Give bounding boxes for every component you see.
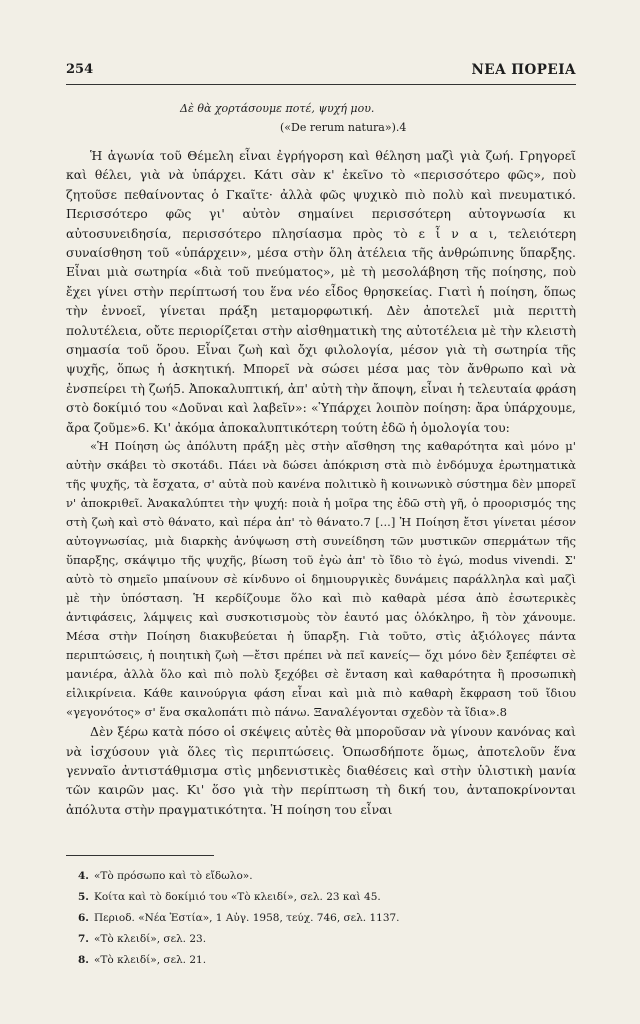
footnote-number: 5. bbox=[78, 891, 89, 903]
page-header bbox=[66, 62, 576, 84]
footnote-text: Κοίτα καὶ τὸ δοκίμιό του «Τὸ κλειδί», σελ. 23 καὶ 45. bbox=[94, 891, 381, 903]
footnotes bbox=[78, 866, 576, 971]
footnote-number: 4. bbox=[78, 870, 89, 882]
footnote-text: «Τὸ κλειδί», σελ. 21. bbox=[94, 954, 207, 966]
footnote-number: 7. bbox=[78, 933, 89, 945]
footnote-rule bbox=[66, 855, 214, 856]
footnote bbox=[78, 866, 576, 887]
page-number: 254 bbox=[66, 62, 94, 77]
epigraph-source: («De rerum natura»).4 bbox=[280, 121, 407, 134]
running-title: ΝΕΑ ΠΟΡΕΙΑ bbox=[471, 62, 576, 78]
paragraph: Ἡ ἀγωνία τοῦ Θέμελη εἶναι ἐγρήγορση καὶ θέληση μαζὶ γιὰ ζωή. Γρηγορεῖ καὶ θέλει, γιὰ νὰ ὑπάρχει. Κάτι σὰν κ' ἐκεῖνο τὸ «περισσότερο φῶς», ποὺ ζητοῦσε πεθαίνοντας ὁ Γκαῖτε· ἀλλὰ φῶς ψυχικὸ πιὸ πολὺ καὶ πνευματικό. Περισσότερο φῶς γι' αὐτὸν σημαίνει περισσότερη αὐτογνωσία κι αὐτοσυνειδησία, περισσότερο πλησίασμα πρὸς τὸ ε ἶ ν α ι, τελειότερη συναίσθηση τοῦ «ὑπάρχειν», μέσα στὴν ὅλη ἀτέλεια τῆς ἀνθρώπινης ὕπαρξης. Εἶναι μιὰ σωτηρία «διὰ τοῦ πνεύματος», μὲ τὴ μεσολάβηση τῆς ποίησης, ποὺ ἔχει γίνει στὴν περίπτωσή του ἕνα νέο εἶδος θρησκείας. Γιατὶ ἡ ποίηση, ὅπως τὴν ἐννοεῖ, γίνεται πράξη μεταμορφωτική. Δὲν ἀποτελεῖ μιὰ περιττὴ πολυτέλεια, οὔτε περιορίζεται στὴν αἰσθηματικὴ της αὐτοτέλεια μὲ τὴν κλειστὴ σημασία τοῦ ὅρου. Εἶναι ζωὴ καὶ ὄχι φιλολογία, μέσον γιὰ τὴ σωτηρία τῆς ψυχῆς, ὅπως ἡ ἀσκητική. Μπορεῖ νὰ σώσει μέσα μας τὸν ἄνθρωπο καὶ νὰ ἐνσπείρει τὴ ζωή5. Ἀποκαλυπτική, ἀπ' αὐτὴ τὴν ἄποψη, εἶναι ἡ τελευταία φράση στὸ δοκίμιό του «Δοῦναι καὶ λαβεῖν»: «Ὑπάρχει λοιπὸν ποίηση: ἄρα ὑπάρχουμε, ἄρα ζοῦμε»6. Κι' ἀκόμα ἀποκαλυπτικότερη τούτη ἐδῶ ἡ ὁμολογία του: bbox=[66, 148, 576, 435]
paragraph: Δὲν ξέρω κατὰ πόσο οἱ σκέψεις αὐτὲς θὰ μποροῦσαν νὰ γίνουν κανόνας καὶ νὰ ἰσχύσουν γιὰ ὅλες τὶς περιπτώσεις. Ὁπωσδήποτε ὅμως, ἀποτελοῦν ἕνα γενναῖο ἀντιστάθμισμα στὶς μηδενιστικὲς διαθέσεις καὶ στὴν ὑλιστικὴ μανία τῶν καιρῶν μας. Κι' ὅσο γιὰ τὴν περίπτωση τὴ δική του, ἀνταποκρίνονται ἀπόλυτα στὴν πραγματικότητα. Ἡ ποίηση του εἶναι bbox=[66, 724, 576, 817]
footnote bbox=[78, 887, 576, 908]
epigraph-line: Δὲ θὰ χορτάσουμε ποτέ, ψυχή μου. bbox=[180, 102, 375, 115]
footnote-number: 6. bbox=[78, 912, 89, 924]
footnote-text: «Τὸ πρόσωπο καὶ τὸ εἴδωλο». bbox=[94, 870, 253, 882]
epigraph bbox=[180, 99, 500, 137]
footnote-number: 8. bbox=[78, 954, 89, 966]
footnote bbox=[78, 950, 576, 971]
footnote bbox=[78, 929, 576, 950]
body-text bbox=[66, 146, 576, 819]
footnote-text: Περιοδ. «Νέα Ἑστία», 1 Αὐγ. 1958, τεύχ. 746, σελ. 1137. bbox=[94, 912, 400, 924]
quotation-paragraph: «Ἡ Ποίηση ὡς ἀπόλυτη πράξη μὲς στὴν αἴσθηση της καθαρότητα καὶ μόνο μ' αὐτὴν σκάβει τὸ σκοτάδι. Πάει νὰ δώσει ἀπόκριση στὰ πιὸ ἐνδόμυχα ἐρωτηματικὰ τῆς ψυχῆς, τὰ ἔσχατα, σ' αὐτὰ ποὺ κανένα πολιτικὸ ἢ κοινωνικὸ σύστημα δὲν μπορεῖ ν' ἀποκριθεῖ. Ἀνακαλύπτει τὴν ψυχή: ποιὰ ἡ μοῖρα της ἐδῶ στὴ γῆ, ὁ προορισμός της στὴ ζωὴ καὶ στὸ θάνατο, καὶ πέρα ἀπ' τὸ θάνατο.7 [...] Ἡ Ποίηση ἔτσι γίνεται μέσον αὐτογνωσίας, μιὰ διαρκὴς ἀνύψωση στὴ συνείδηση τῶν μυστικῶν σπερμάτων τῆς ὕπαρξης, σκάψιμο τῆς ψυχῆς, βίωση τοῦ ἐγὼ ἀπ' τὸ ἴδιο τὸ ἐγώ, modus vivendi. Σ' αὐτὸ τὸ σημεῖο μπαίνουν σὲ κίνδυνο οἱ δημιουργικὲς δυνάμεις παράλληλα καὶ μαζὶ μὲ τὴν ὑπόσταση. Ἡ κερδίζουμε ὅλο καὶ πιὸ καθαρὰ μέσα ἀπὸ ἐσωτερικὲς ἀντιφάσεις, λάμψεις καὶ συσκοτισμοὺς τὸν ἑαυτό μας ὁλόκληρο, ἢ τὸν χάνουμε. Μέσα στὴν Ποίηση διακυβεύεται ἡ ὕπαρξη. Γιὰ τοῦτο, στὶς ἀξιόλογες πάντα περιπτώσεις, ἡ ποιητικὴ ζωὴ —ἔτσι πρέπει νὰ πεῖ κανείς— ὄχι μόνο δὲν ξεπέφτει σὲ μανιέρα, ἀλλὰ ὅλο καὶ πιὸ πολὺ ξεχόβει σὲ ἔνταση καὶ καθαρότητα ἢ προσωπικὴ εἰλικρίνεια. Κάθε καινούργια φάση εἶναι καὶ μιὰ πιὸ καθαρὴ ἔκφραση τοῦ ἴδιου «γεγονότος» σ' ἕνα σκαλοπάτι πιὸ πάνω. Ξαναλέγονται σχεδὸν τὰ ἴδια».8 bbox=[66, 439, 576, 720]
footnote-text: «Τὸ κλειδί», σελ. 23. bbox=[94, 933, 207, 945]
footnote bbox=[78, 908, 576, 929]
header-rule bbox=[66, 84, 576, 85]
